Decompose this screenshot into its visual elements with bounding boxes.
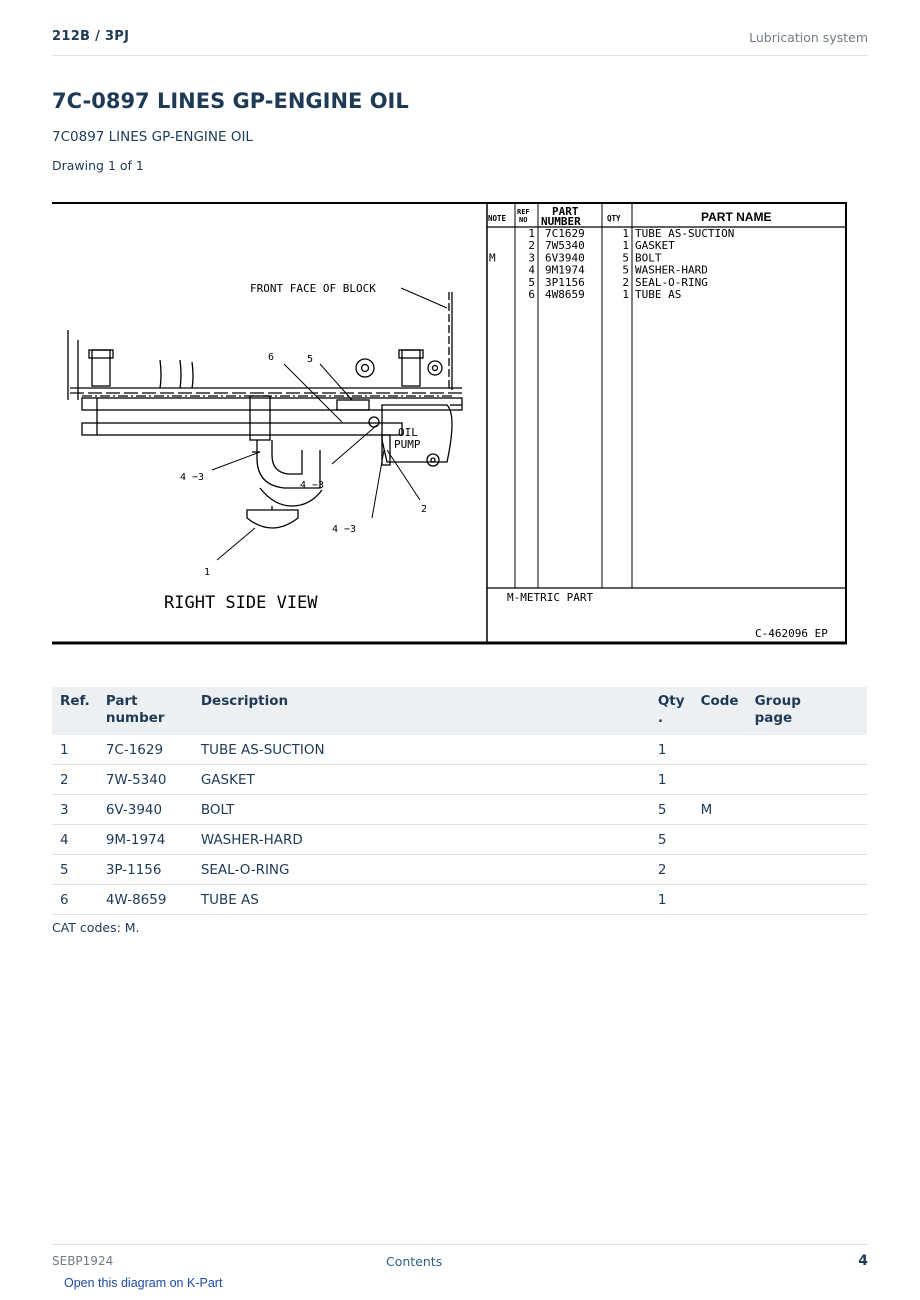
cell-qty: 2	[650, 855, 693, 885]
part-name-header: PART NAME	[701, 210, 772, 224]
cell-code	[693, 735, 747, 765]
drawing-counter: Drawing 1 of 1	[52, 158, 144, 173]
qty-header: QTY	[607, 214, 621, 223]
parts-table	[52, 687, 867, 915]
cell-qty: 5	[650, 825, 693, 855]
cell-part: 9M-1974	[98, 825, 193, 855]
page-title: 7C-0897 LINES GP-ENGINE OIL	[52, 89, 409, 113]
diagram-rows	[489, 227, 734, 301]
cell-group	[747, 735, 867, 765]
open-kpart-link[interactable]: Open this diagram on K-Part	[64, 1276, 223, 1290]
cell-part: 7C-1629	[98, 735, 193, 765]
ref-header: NO	[519, 216, 528, 224]
cell-ref: 5	[52, 855, 98, 885]
diagram-cell-name: BOLT	[635, 251, 662, 265]
drawing-code: C-462096 EP	[755, 627, 828, 640]
diagram-cell-ref: 2	[528, 239, 535, 253]
cell-desc: TUBE AS	[193, 885, 650, 915]
cell-ref: 3	[52, 795, 98, 825]
page-header	[52, 29, 868, 56]
col-group-page: Group page	[747, 687, 867, 735]
col-code: Code	[693, 687, 747, 735]
cell-ref: 4	[52, 825, 98, 855]
table-header-row	[52, 687, 867, 735]
cell-part: 7W-5340	[98, 765, 193, 795]
callout-6: 6	[268, 352, 275, 363]
page-number: 4	[858, 1253, 868, 1269]
cell-code: M	[693, 795, 747, 825]
cell-ref: 6	[52, 885, 98, 915]
table-row	[52, 855, 867, 885]
diagram-cell-pn: 9M1974	[545, 263, 585, 277]
diagram-cell-name: GASKET	[635, 239, 675, 253]
diagram-cell-pn: 7C1629	[545, 227, 585, 240]
cell-qty: 1	[650, 765, 693, 795]
callout-5: 5	[307, 354, 314, 365]
table-row	[52, 795, 867, 825]
diagram-cell-pn: 4W8659	[545, 288, 585, 301]
document-id: SEBP1924	[52, 1254, 114, 1268]
cell-ref: 1	[52, 735, 98, 765]
diagram-cell-qty: 1	[622, 288, 629, 301]
cell-group	[747, 825, 867, 855]
cell-code	[693, 885, 747, 915]
part-number-header: PART	[552, 205, 579, 218]
page-footer	[52, 1244, 868, 1275]
diagram-cell-name: WASHER-HARD	[635, 263, 708, 277]
model-label: 212B / 3PJ	[52, 29, 130, 44]
pump-label: PUMP	[394, 438, 421, 451]
cat-codes-note: CAT codes: M.	[52, 920, 140, 935]
front-face-label: FRONT FACE OF BLOCK	[250, 282, 376, 295]
diagram-cell-qty: 1	[622, 227, 629, 240]
diagram-cell-qty: 5	[622, 251, 629, 265]
callout-1: 1	[204, 567, 211, 578]
cell-qty: 5	[650, 795, 693, 825]
ref-header: REF	[517, 208, 530, 216]
cell-group	[747, 855, 867, 885]
diagram-cell-name: TUBE AS	[635, 288, 682, 301]
parts-diagram[interactable]	[52, 200, 848, 646]
cell-part: 4W-8659	[98, 885, 193, 915]
diagram-cell-ref: 5	[528, 275, 535, 289]
cell-desc: BOLT	[193, 795, 650, 825]
section-label: Lubrication system	[749, 30, 868, 45]
metric-note: M-METRIC PART	[507, 591, 594, 604]
table-row	[52, 765, 867, 795]
cell-code	[693, 825, 747, 855]
callout-4-3: 4 −3	[300, 480, 325, 491]
parts-table-body	[52, 735, 867, 915]
cell-desc: TUBE AS-SUCTION	[193, 735, 650, 765]
diagram-cell-qty: 5	[622, 263, 629, 277]
diagram-cell-note: M	[489, 251, 496, 265]
note-header: NOTE	[488, 214, 507, 223]
callout-4-3: 4 −3	[180, 472, 205, 483]
cell-ref: 2	[52, 765, 98, 795]
diagram-cell-name: SEAL-O-RING	[635, 275, 708, 289]
diagram-cell-ref: 1	[528, 227, 535, 240]
cell-desc: SEAL-O-RING	[193, 855, 650, 885]
col-part-number: Part number	[98, 687, 193, 735]
part-number-header: NUMBER	[541, 215, 581, 228]
diagram-cell-pn: 3P1156	[545, 275, 585, 289]
table-row	[52, 735, 867, 765]
diagram-parts-table	[487, 203, 846, 643]
callout-4-3: 4 −3	[332, 524, 357, 535]
page-subtitle: 7C0897 LINES GP-ENGINE OIL	[52, 129, 253, 145]
cell-qty: 1	[650, 735, 693, 765]
cell-code	[693, 765, 747, 795]
cell-qty: 1	[650, 885, 693, 915]
callout-leaders	[212, 288, 447, 560]
col-description: Description	[193, 687, 650, 735]
table-row	[52, 825, 867, 855]
oil-label: OIL	[398, 426, 418, 439]
contents-link[interactable]: Contents	[386, 1254, 443, 1269]
cell-desc: GASKET	[193, 765, 650, 795]
diagram-cell-ref: 3	[528, 251, 535, 265]
diagram-cell-pn: 7W5340	[545, 239, 585, 253]
cell-desc: WASHER-HARD	[193, 825, 650, 855]
cell-group	[747, 795, 867, 825]
col-qty: Qty .	[650, 687, 693, 735]
cell-part: 3P-1156	[98, 855, 193, 885]
diagram-cell-name: TUBE AS-SUCTION	[635, 227, 735, 240]
diagram-cell-qty: 2	[622, 275, 629, 289]
col-ref: Ref.	[52, 687, 98, 735]
cell-group	[747, 765, 867, 795]
cell-group	[747, 885, 867, 915]
cell-code	[693, 855, 747, 885]
engine-drawing	[68, 292, 462, 528]
diagram-cell-ref: 4	[528, 263, 535, 277]
diagram-cell-qty: 1	[622, 239, 629, 253]
view-label: RIGHT SIDE VIEW	[164, 593, 318, 613]
cell-part: 6V-3940	[98, 795, 193, 825]
callout-2: 2	[421, 504, 428, 515]
diagram-cell-pn: 6V3940	[545, 251, 585, 265]
table-row	[52, 885, 867, 915]
diagram-cell-ref: 6	[528, 288, 535, 301]
